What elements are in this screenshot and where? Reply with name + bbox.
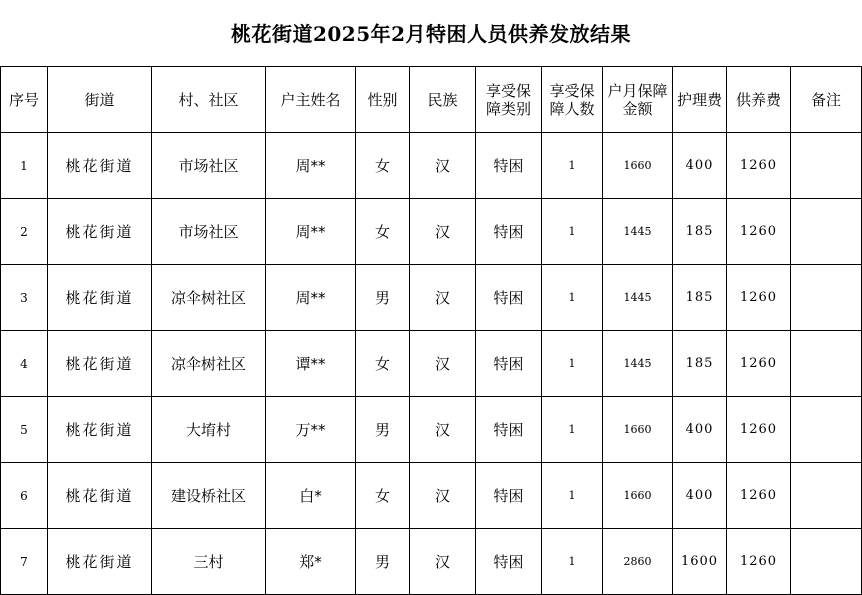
cell-village: 建设桥社区: [152, 463, 266, 529]
cell-care-fee: 185: [673, 199, 727, 265]
results-table: [0, 66, 862, 595]
cell-category: 特困: [476, 265, 542, 331]
cell-care-fee: 185: [673, 265, 727, 331]
cell-support-fee: 1260: [727, 397, 791, 463]
cell-persons: 1: [542, 331, 603, 397]
cell-care-fee: 400: [673, 463, 727, 529]
cell-remarks: [791, 133, 862, 199]
cell-street: 桃花街道: [48, 397, 152, 463]
cell-street: 桃花街道: [48, 463, 152, 529]
table-row: [1, 133, 862, 199]
cell-street: 桃花街道: [48, 199, 152, 265]
header-care-fee: 护理费: [673, 67, 727, 133]
cell-seq: 5: [1, 397, 48, 463]
cell-seq: 6: [1, 463, 48, 529]
cell-village: 三村: [152, 529, 266, 595]
cell-householder: 谭**: [266, 331, 356, 397]
cell-monthly-amount: 1445: [603, 265, 673, 331]
cell-care-fee: 185: [673, 331, 727, 397]
cell-category: 特困: [476, 199, 542, 265]
cell-householder: 周**: [266, 265, 356, 331]
cell-ethnicity: 汉: [410, 199, 476, 265]
cell-support-fee: 1260: [727, 199, 791, 265]
cell-care-fee: 400: [673, 397, 727, 463]
cell-village: 凉伞树社区: [152, 265, 266, 331]
cell-monthly-amount: 1660: [603, 133, 673, 199]
cell-householder: 周**: [266, 199, 356, 265]
cell-persons: 1: [542, 133, 603, 199]
cell-village: 市场社区: [152, 133, 266, 199]
cell-remarks: [791, 265, 862, 331]
cell-householder: 周**: [266, 133, 356, 199]
header-village: 村、社区: [152, 67, 266, 133]
table-row: [1, 463, 862, 529]
cell-support-fee: 1260: [727, 529, 791, 595]
cell-persons: 1: [542, 397, 603, 463]
cell-persons: 1: [542, 265, 603, 331]
cell-support-fee: 1260: [727, 265, 791, 331]
cell-monthly-amount: 1660: [603, 397, 673, 463]
cell-seq: 2: [1, 199, 48, 265]
cell-category: 特困: [476, 463, 542, 529]
table-row: [1, 529, 862, 595]
table-row: [1, 331, 862, 397]
cell-persons: 1: [542, 463, 603, 529]
cell-remarks: [791, 529, 862, 595]
header-monthly-amount: 户月保障金额: [603, 67, 673, 133]
cell-gender: 男: [356, 529, 410, 595]
header-persons: 享受保障人数: [542, 67, 603, 133]
cell-householder: 万**: [266, 397, 356, 463]
cell-ethnicity: 汉: [410, 133, 476, 199]
cell-monthly-amount: 2860: [603, 529, 673, 595]
cell-householder: 郑*: [266, 529, 356, 595]
cell-ethnicity: 汉: [410, 397, 476, 463]
cell-remarks: [791, 199, 862, 265]
cell-seq: 7: [1, 529, 48, 595]
cell-ethnicity: 汉: [410, 529, 476, 595]
cell-gender: 男: [356, 397, 410, 463]
cell-remarks: [791, 397, 862, 463]
cell-ethnicity: 汉: [410, 463, 476, 529]
cell-monthly-amount: 1445: [603, 331, 673, 397]
cell-seq: 1: [1, 133, 48, 199]
cell-village: 凉伞树社区: [152, 331, 266, 397]
cell-category: 特困: [476, 331, 542, 397]
cell-gender: 女: [356, 463, 410, 529]
cell-category: 特困: [476, 529, 542, 595]
cell-monthly-amount: 1660: [603, 463, 673, 529]
cell-category: 特困: [476, 133, 542, 199]
header-ethnicity: 民族: [410, 67, 476, 133]
cell-gender: 男: [356, 265, 410, 331]
cell-care-fee: 1600: [673, 529, 727, 595]
cell-seq: 3: [1, 265, 48, 331]
cell-monthly-amount: 1445: [603, 199, 673, 265]
cell-category: 特困: [476, 397, 542, 463]
table-row: [1, 199, 862, 265]
cell-persons: 1: [542, 199, 603, 265]
cell-gender: 女: [356, 199, 410, 265]
header-householder: 户主姓名: [266, 67, 356, 133]
cell-support-fee: 1260: [727, 331, 791, 397]
cell-care-fee: 400: [673, 133, 727, 199]
header-seq: 序号: [1, 67, 48, 133]
header-category: 享受保障类别: [476, 67, 542, 133]
header-row: [1, 67, 862, 133]
cell-support-fee: 1260: [727, 463, 791, 529]
cell-support-fee: 1260: [727, 133, 791, 199]
cell-street: 桃花街道: [48, 265, 152, 331]
header-gender: 性别: [356, 67, 410, 133]
header-remarks: 备注: [791, 67, 862, 133]
page-title: 桃花街道2025年2月特困人员供养发放结果: [230, 22, 632, 46]
cell-street: 桃花街道: [48, 529, 152, 595]
cell-gender: 女: [356, 331, 410, 397]
cell-village: 市场社区: [152, 199, 266, 265]
cell-gender: 女: [356, 133, 410, 199]
cell-persons: 1: [542, 529, 603, 595]
cell-street: 桃花街道: [48, 331, 152, 397]
header-street: 街道: [48, 67, 152, 133]
cell-ethnicity: 汉: [410, 331, 476, 397]
cell-ethnicity: 汉: [410, 265, 476, 331]
cell-street: 桃花街道: [48, 133, 152, 199]
cell-seq: 4: [1, 331, 48, 397]
cell-remarks: [791, 331, 862, 397]
table-row: [1, 397, 862, 463]
cell-householder: 白*: [266, 463, 356, 529]
table-row: [1, 265, 862, 331]
cell-village: 大堉村: [152, 397, 266, 463]
cell-remarks: [791, 463, 862, 529]
header-support-fee: 供养费: [727, 67, 791, 133]
